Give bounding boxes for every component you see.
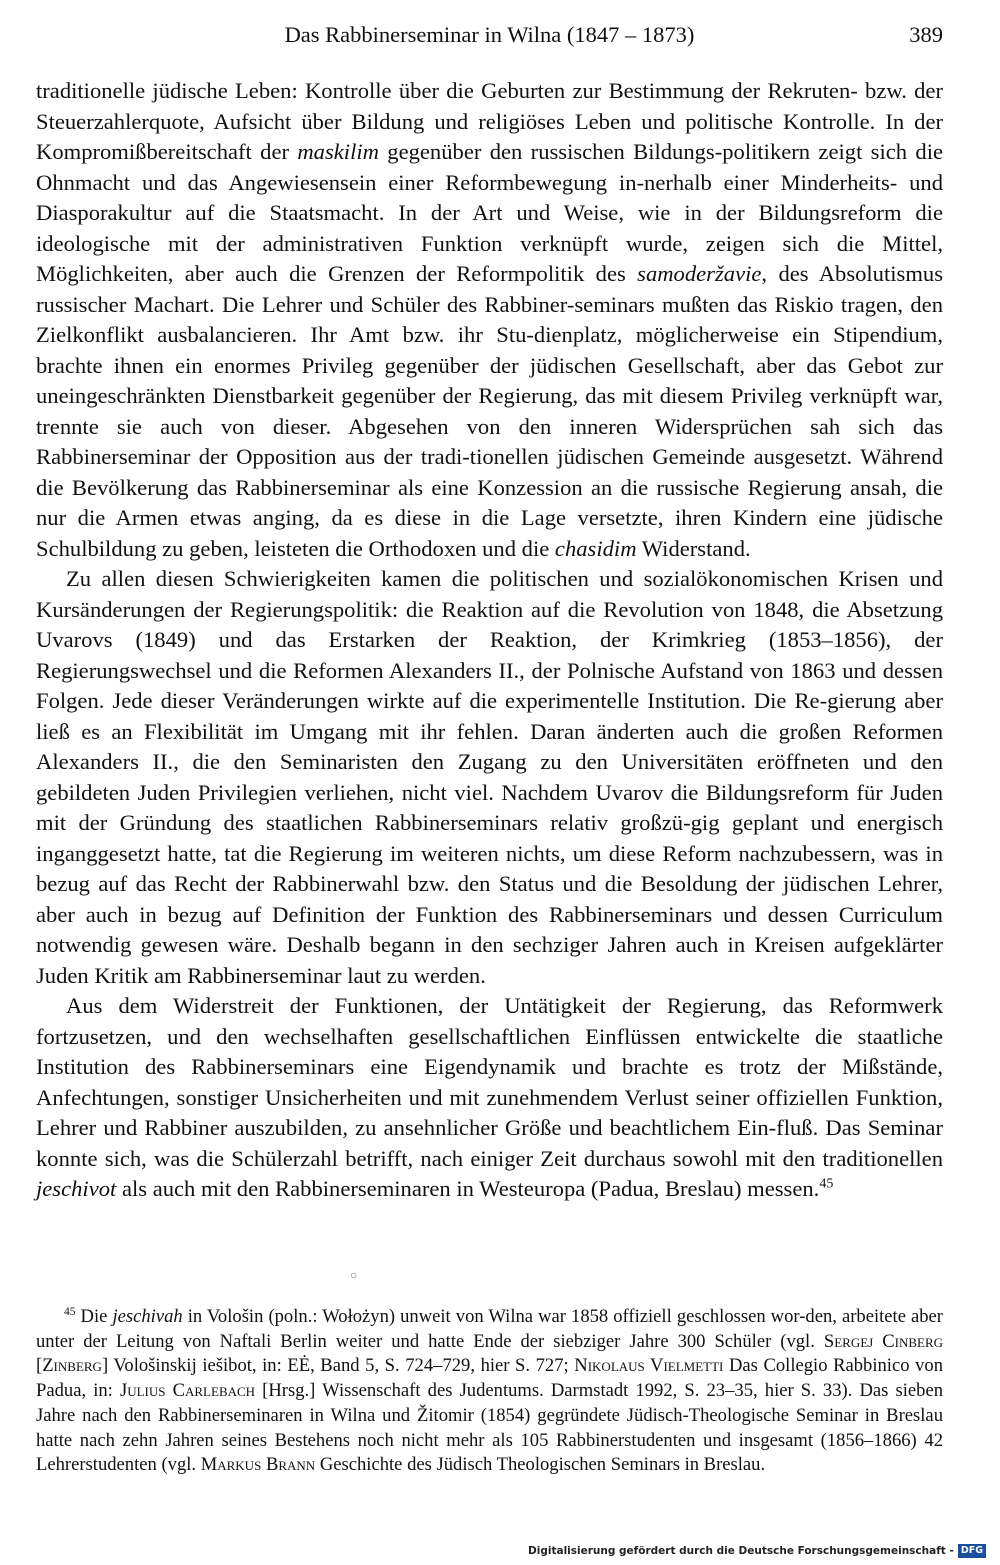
paragraph-text-run: als auch mit den Rabbinerseminaren in Westeuropa (Padua, Breslau) messen. (116, 1176, 820, 1201)
dfg-logo-icon: DFG (958, 1544, 986, 1558)
body-text (36, 76, 943, 1205)
footnote-text (36, 1305, 943, 1478)
paragraph-text-run: Widerstand. (636, 535, 751, 561)
footnote-italic-term: jeschivah (112, 1306, 183, 1327)
footnote-text-run: Geschichte des Jüdisch Theologischen Seminars in Breslau. (315, 1454, 766, 1476)
footnote-text-run: Die (75, 1306, 113, 1327)
paragraph-footnote-ref: 45 (819, 1176, 834, 1192)
digitization-credit (528, 1543, 986, 1559)
paragraph-italic-term: maskilim (297, 139, 379, 164)
footnote-text-run: Vološinskij iešibot, in: EĖ, Band 5, S. 724–729, hier S. 727; (108, 1355, 575, 1377)
paragraph-text-run: traditionelle jüdische Leben: Kontrolle über die Geburten zur Bestimmung der Rekruten- bzw. der Steuerzahlerquote, Aufsicht über Bildung und religiöses Leben und politische Kontrolle. In der Kompromißbereitschaft der (36, 78, 943, 164)
footnote-author-name: Julius Carlebach (119, 1380, 256, 1402)
paragraph-text-run: gegenüber den russischen Bildungs-politikern zeigt sich die Ohnmacht und das Angewiesensein einer Reformbewegung in-nerhalb einer Minderheits- und Diasporakultur auf die Staatsmacht. In der Art und Weise, wie in der Bildungsreform die ideologische mit der administrativen Funktion verknüpft wurde, zeigen sich die Mittel, Möglichkeiten, aber auch die Grenzen der Reformpolitik des (36, 139, 944, 286)
small-stamp-mark: ○ (350, 1268, 358, 1282)
page-header (36, 22, 943, 58)
paragraph-italic-term: chasidim (554, 535, 637, 561)
paragraph-text-run: Aus dem Widerstreit der Funktionen, der Untätigkeit der Regierung, das Reformwerk fortzusetzen, und den wechselhaften gesellschaftlichen Einflüssen entwickelte die staatliche Institution des Rabbinerseminars eine Eigendynamik und brachte es trotz der Mißstände, Anfechtungen, sonstiger Unsicherheiten und mit zunehmendem Verlust seiner offiziellen Funktion, Lehrer und Rabbiner auszubilden, zu ansehnlicher Größe und beachtlichem Ein-fluß. Das Seminar konnte sich, was die Schülerzahl betrifft, nach einiger Zeit durchaus sowohl mit den traditionellen (36, 993, 943, 1171)
paragraph-1 (36, 76, 943, 564)
footnote-author-name: Sergej Cinberg [Zinberg] (36, 1330, 944, 1377)
footnote-45 (36, 1305, 943, 1478)
footnote-author-name: Nikolaus Vielmetti (574, 1355, 724, 1377)
page-number: 389 (909, 22, 943, 47)
footnote-author-name: Markus Brann (200, 1454, 316, 1476)
paragraph-text-run: , des Absolutismus russischer Machart. Die Lehrer und Schüler des Rabbiner-seminars mußten das Riskio tragen, den Zielkonflikt ausbalancieren. Ihr Amt bzw. ihr Stu-dienplatz, möglicherweise ein Stipendium, brachte ihnen ein enormes Privileg gegenüber der jüdischen Gesellschaft, aber das Gebot zur uneingeschränkten Dienstbarkeit gegenüber der Regierung, das mit diesem Privileg verknüpft war, trennte sie auch von dieser. Abgesehen von den inneren Widersprüchen sah sich das Rabbinerseminar der Opposition aus der tradi-tionellen jüdischen Gemeinde ausgesetzt. Während die Bevölkerung das Rabbinerseminar als eine Konzession an die russische Regierung ansah, die nur die Armen etwas anging, da es diese in die Lage versetzte, ihren Kindern eine jüdische Schulbildung zu geben, leisteten die Orthodoxen und die (36, 261, 943, 561)
footnote-text-run: in Vološin (poln.: Wołożyn) unweit von Wilna war 1858 offiziell geschlossen wor-den, arbeitete aber unter der Leitung von Naftali Berlin weiter und hatte Ende der siebziger Jahre 300 Schüler (vgl. (36, 1306, 943, 1352)
paragraph-text-run: Zu allen diesen Schwierigkeiten kamen die politischen und sozialökonomischen Krisen und Kursänderungen der Regierungspolitik: die Reaktion auf die Revolution von 1848, die Absetzung Uvarovs (1849) und das Erstarken der Reaktion, der Krimkrieg (1853–1856), der Regierungswechsel und die Reformen Alexanders II., der Polnische Aufstand von 1863 und dessen Folgen. Jede dieser Veränderungen wirkte auf die experimentelle Institution. Die Re-gierung aber ließ es an Flexibilität im Umgang mit ihr fehlen. Daran änderten auch die großen Reformen Alexanders II., die den Seminaristen den Zugang zu den Universitäten eröffneten und den gebildeten Juden Privilegien verliehen, nicht viel. Nachdem Uvarov die Bildungsreform für Juden mit der Gründung des staatlichen Rabbinerseminars relativ großzü-gig geplant und energisch inganggesetzt hatte, tat die Regierung im weiteren nichts, um diese Reform nachzubessern, was in bezug auf das Recht der Rabbinerwahl bzw. den Status und die Besoldung der jüdischen Lehrer, aber auch in bezug auf Definition der Funktion des Rabbinerseminars und dessen Curriculum notwendig gewesen wäre. Deshalb begann in den sechziger Jahren auch in Kreisen aufgeklärter Juden Kritik am Rabbinerseminar laut zu werden. (36, 566, 943, 988)
footnote-text-run: [Hrsg.] Wissenschaft des Judentums. Darmstadt 1992, S. 23–35, hier S. 33). Das sieben Jahre nach den Rabbinerseminaren in Wilna und Žitomir (1854) gegründete Jüdisch-Theologische Seminar in Breslau hatte nach zehn Jahren seines Bestehens noch nicht mehr als 105 Rabbinerstudenten und insgesamt (1856–1866) 42 Lehrerstudenten (vgl. (36, 1380, 943, 1476)
digitization-text: Digitalisierung gefördert durch die Deutsche Forschungsgemeinschaft - (528, 1545, 954, 1557)
paragraph-italic-term: samoderžavie (637, 261, 762, 286)
paragraph-3 (36, 991, 943, 1205)
paragraph-italic-term: jeschivot (36, 1176, 117, 1201)
paragraph-2 (36, 564, 943, 991)
footnote-text-run: Das Collegio Rabbinico von Padua, in: (36, 1355, 943, 1402)
footnote-footnote-ref: 45 (64, 1306, 76, 1319)
running-title: Das Rabbinerseminar in Wilna (1847 – 1873) (284, 22, 695, 47)
